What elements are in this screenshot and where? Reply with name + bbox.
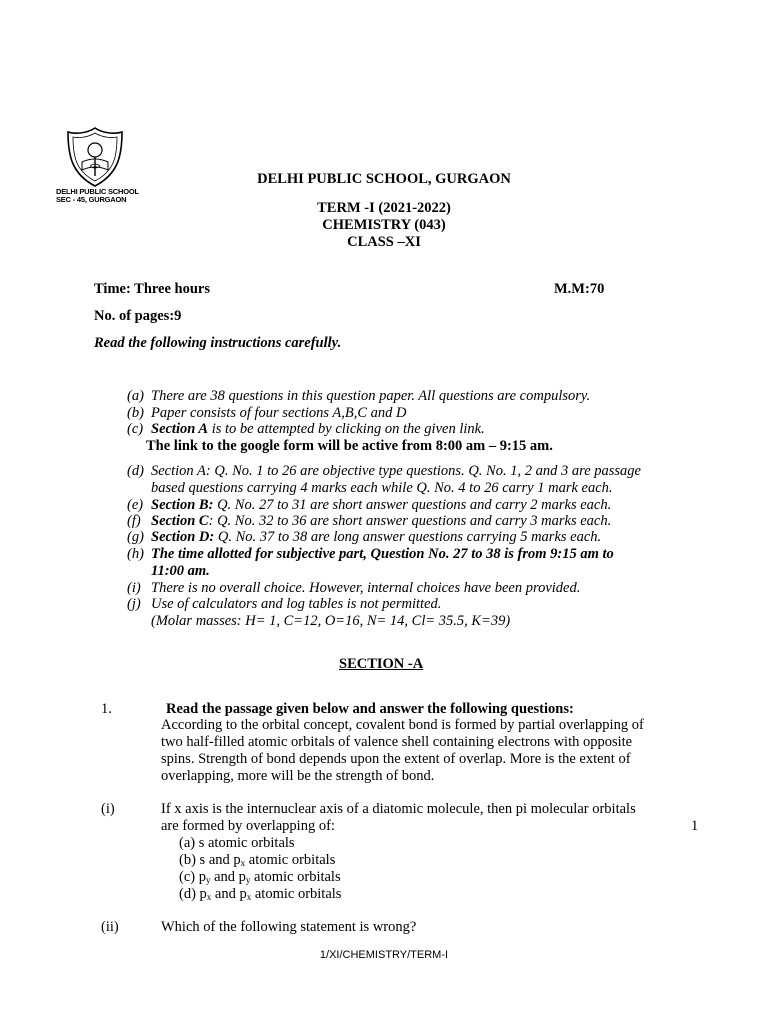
orbital-subscript: x (240, 858, 246, 868)
instruction-marker: (h) (127, 546, 144, 562)
subquestion-i-marks: 1 (691, 818, 699, 834)
instruction-d (127, 463, 641, 497)
instruction-text: : Q. No. 32 to 36 are short answer questions and carry 3 marks each. (208, 513, 612, 529)
instruction-section-label: Section B: (151, 497, 214, 513)
class-title: CLASS –XI (347, 234, 421, 250)
orbital-subscript: y (205, 875, 211, 885)
subquestion-i-text (161, 801, 636, 835)
orbital-subscript: x (246, 892, 252, 902)
option-text: atomic orbitals (251, 886, 342, 902)
instruction-text: There is no overall choice. However, internal choices have been provided. (151, 580, 581, 596)
option-text: and p (210, 869, 246, 885)
passage-line: two half-filled atomic orbitals of valence shell containing electrons with opposite (161, 734, 633, 750)
instruction-g (127, 529, 601, 546)
instruction-text: Section A: Q. No. 1 to 26 are objective type questions. Q. No. 1, 2 and 3 are passage (151, 463, 641, 479)
instruction-section-label: Section A (151, 421, 209, 437)
option-marker: (b) (179, 852, 196, 868)
instruction-text-continued: 11:00 am. (151, 563, 210, 579)
option-marker: (a) (179, 835, 196, 851)
instruction-marker: (g) (127, 529, 144, 545)
option-marker: (c) (179, 869, 196, 885)
max-marks-label: M.M:70 (554, 281, 605, 297)
read-instructions-label: Read the following instructions carefully. (94, 335, 342, 351)
option-b (179, 852, 335, 869)
option-marker: (d) (179, 886, 196, 902)
instruction-section-label: Section C (151, 513, 209, 529)
passage-line: spins. Strength of bond depends upon the extent of overlap. More is the extent of (161, 751, 631, 767)
logo-caption-line2: SEC - 45, GURGAON (56, 195, 127, 204)
instruction-f (127, 513, 611, 530)
instruction-a (127, 388, 590, 405)
instruction-marker: (a) (127, 388, 144, 404)
instruction-marker: (j) (127, 596, 141, 612)
option-text: atomic orbitals (250, 869, 341, 885)
instruction-b (127, 405, 407, 422)
option-c (179, 869, 341, 886)
question-1-number: 1. (101, 701, 112, 717)
molar-masses-note: (Molar masses: H= 1, C=12, O=16, N= 14, Cl= 35.5, K=39) (151, 613, 511, 629)
option-text: atomic orbitals (245, 852, 336, 868)
instruction-marker: (e) (127, 497, 144, 513)
instruction-text: Use of calculators and log tables is not permitted. (151, 596, 442, 612)
instruction-marker: (c) (127, 421, 144, 437)
section-a-heading: SECTION -A (339, 656, 424, 672)
option-text: p (199, 886, 207, 902)
instruction-text: Q. No. 27 to 31 are short answer questions and carry 2 marks each. (213, 497, 612, 513)
instruction-text: The time allotted for subjective part, Question No. 27 to 38 is from 9:15 am to (151, 546, 614, 562)
instruction-marker: (i) (127, 580, 141, 596)
subquestion-ii-text: Which of the following statement is wrong? (161, 919, 417, 935)
option-d (179, 886, 341, 903)
term-title: TERM -I (2021-2022) (317, 200, 451, 216)
option-text: s and p (199, 852, 241, 868)
passage-line: According to the orbital concept, covalent bond is formed by partial overlapping of (161, 717, 644, 733)
instruction-i (127, 580, 580, 597)
subquestion-line: are formed by overlapping of: (161, 818, 335, 834)
page-footer: 1/XI/CHEMISTRY/TERM-I (319, 949, 449, 961)
subquestion-i-number: (i) (101, 801, 115, 817)
orbital-subscript: y (245, 875, 251, 885)
school-name: DELHI PUBLIC SCHOOL, GURGAON (257, 171, 511, 187)
instruction-text-continued: based questions carrying 4 marks each while Q. No. 4 to 26 carry 1 mark each. (151, 480, 613, 496)
google-form-note: The link to the google form will be active from 8:00 am – 9:15 am. (146, 438, 553, 454)
instruction-e (127, 497, 611, 514)
pages-label: No. of pages:9 (94, 308, 182, 324)
question-1-title: Read the passage given below and answer the following questions: (166, 701, 574, 717)
logo-caption-line1: DELHI PUBLIC SCHOOL (56, 187, 139, 196)
instruction-section-label: Section D: (151, 529, 215, 545)
instruction-text: There are 38 questions in this question paper. All questions are compulsory. (151, 388, 591, 404)
school-logo (56, 126, 139, 204)
instruction-c (127, 421, 485, 438)
time-label: Time: Three hours (94, 281, 211, 297)
subquestion-line: If x axis is the internuclear axis of a diatomic molecule, then pi molecular orbitals (161, 801, 636, 817)
passage-line: overlapping, more will be the strength of bond. (161, 768, 435, 784)
instruction-j (127, 596, 510, 630)
instruction-text: is to be attempted by clicking on the given link. (208, 421, 485, 437)
option-text: and p (211, 886, 247, 902)
instruction-h (127, 546, 614, 580)
question-1-passage (161, 717, 644, 785)
subject-title: CHEMISTRY (043) (322, 217, 446, 233)
option-text: p (198, 869, 206, 885)
instruction-marker: (f) (127, 513, 141, 529)
instruction-text: Q. No. 37 to 38 are long answer questions carrying 5 marks each. (214, 529, 602, 545)
instruction-marker: (b) (127, 405, 144, 421)
option-text: s atomic orbitals (198, 835, 295, 851)
option-a (179, 835, 295, 852)
subquestion-ii-number: (ii) (101, 919, 119, 935)
instruction-text: Paper consists of four sections A,B,C and D (151, 405, 407, 421)
instruction-marker: (d) (127, 463, 144, 479)
orbital-subscript: x (206, 892, 212, 902)
